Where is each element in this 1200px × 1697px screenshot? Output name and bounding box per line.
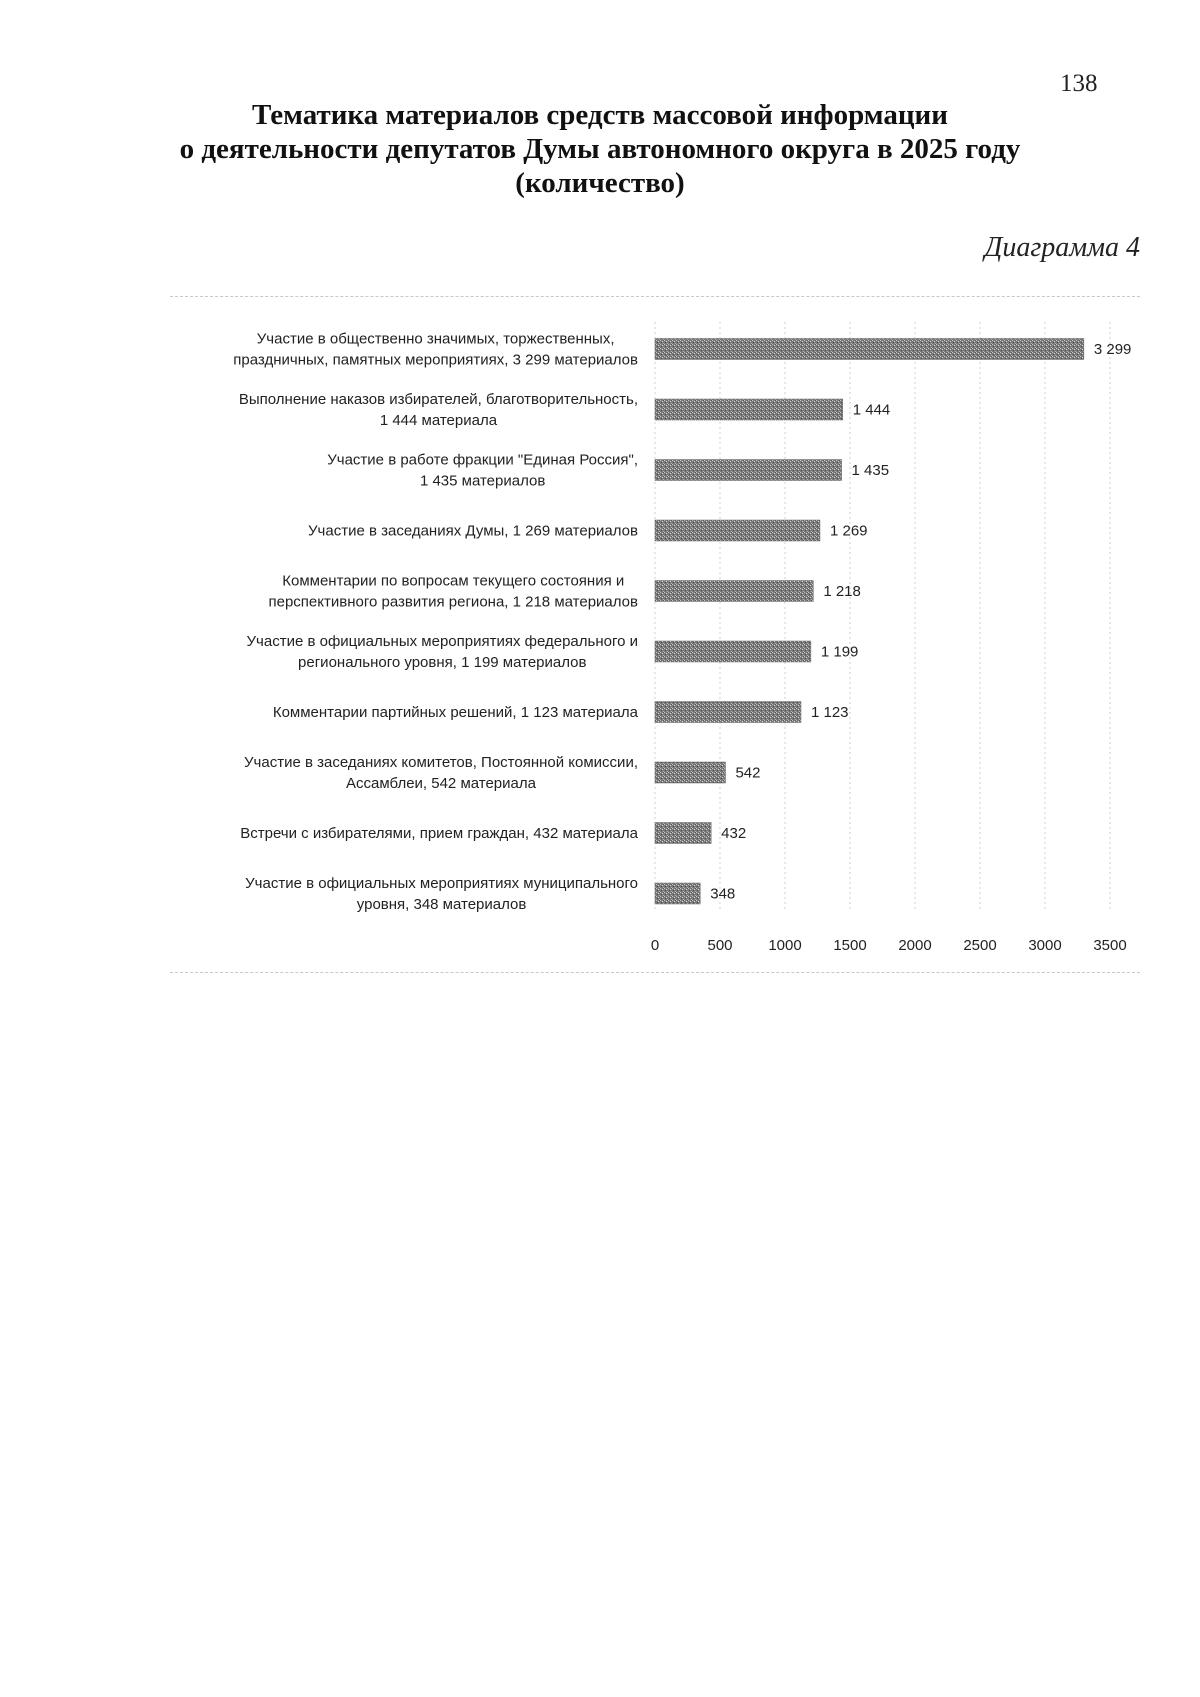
category-label-line: Ассамблеи, 542 материала <box>346 775 536 792</box>
bar <box>655 823 711 844</box>
bar <box>655 339 1084 360</box>
data-label: 1 123 <box>810 704 849 721</box>
category-label-line: Участие в общественно значимых, торжественных, <box>256 330 615 348</box>
page-number: 138 <box>1060 70 1098 97</box>
bars <box>655 339 1084 905</box>
data-label: 348 <box>710 885 736 903</box>
bar <box>655 520 820 541</box>
bar <box>655 460 842 481</box>
category-label-line: перспективного развития региона, 1 218 материалов <box>268 593 638 611</box>
x-tick-label: 500 <box>707 937 733 954</box>
category-label-line: Встречи с избирателями, прием граждан, 432 материала <box>240 825 638 842</box>
category-label-line: праздничных, памятных мероприятиях, 3 299 материалов <box>233 351 638 369</box>
category-label <box>244 754 638 792</box>
category-label-line: Комментарии партийных решений, 1 123 материала <box>272 704 638 721</box>
data-label: 3 299 <box>1093 341 1132 358</box>
bar <box>655 641 811 662</box>
category-labels <box>233 331 638 914</box>
category-label <box>233 331 638 369</box>
data-label: 1 199 <box>820 643 859 661</box>
category-label <box>327 452 638 490</box>
title-line-2: о деятельности депутатов Думы автономного округа в 2025 году <box>179 133 1021 165</box>
category-label-line: Участие в работе фракции "Единая Россия", <box>327 451 638 469</box>
bar <box>655 702 801 723</box>
category-label-line: Выполнение наказов избирателей, благотворительность, <box>238 391 638 408</box>
data-label: 1 218 <box>823 583 861 600</box>
category-label-line: Комментарии по вопросам текущего состояния и <box>282 572 625 590</box>
category-label-line: регионального уровня, 1 199 материалов <box>298 654 587 671</box>
category-label-line: 1 435 материалов <box>419 472 546 490</box>
category-label-line: Участие в заседаниях комитетов, Постоянной комиссии, <box>244 754 638 771</box>
category-label <box>247 633 638 671</box>
data-label: 1 444 <box>852 401 891 419</box>
x-tick-label: 3000 <box>1028 937 1062 954</box>
bar <box>655 762 725 783</box>
category-label-line: 1 444 материала <box>379 412 498 429</box>
category-label <box>269 573 639 611</box>
category-label-line: Участие в заседаниях Думы, 1 269 материалов <box>308 522 638 540</box>
data-label: 542 <box>735 764 761 782</box>
category-label-line: Участие в официальных мероприятиях муниципального <box>245 875 638 892</box>
category-label <box>308 523 638 540</box>
category-label-line: уровня, 348 материалов <box>356 896 527 913</box>
bar <box>655 581 813 602</box>
value-labels <box>710 341 1131 903</box>
x-tick-label: 2000 <box>898 937 932 954</box>
diagram-label: Диаграмма 4 <box>984 232 1140 263</box>
x-tick-label: 1500 <box>833 937 867 954</box>
data-label: 1 269 <box>829 522 868 540</box>
category-label <box>239 391 638 429</box>
category-label <box>240 825 638 842</box>
category-label <box>273 704 639 721</box>
x-tick-label: 1000 <box>768 937 802 954</box>
data-label: 1 435 <box>851 462 890 479</box>
category-label-line: Участие в официальных мероприятиях федерального и <box>246 633 638 650</box>
category-label <box>245 875 638 913</box>
x-tick-label: 3500 <box>1093 937 1127 954</box>
x-tick-label: 2500 <box>963 937 997 954</box>
title-line-3: (количество) <box>515 167 685 199</box>
x-tick-label: 0 <box>650 937 660 954</box>
x-axis-ticks <box>651 937 1127 954</box>
data-label: 432 <box>721 825 747 842</box>
bar <box>655 399 843 420</box>
bar <box>655 883 700 904</box>
title-line-1: Тематика материалов средств массовой информации <box>252 99 948 131</box>
